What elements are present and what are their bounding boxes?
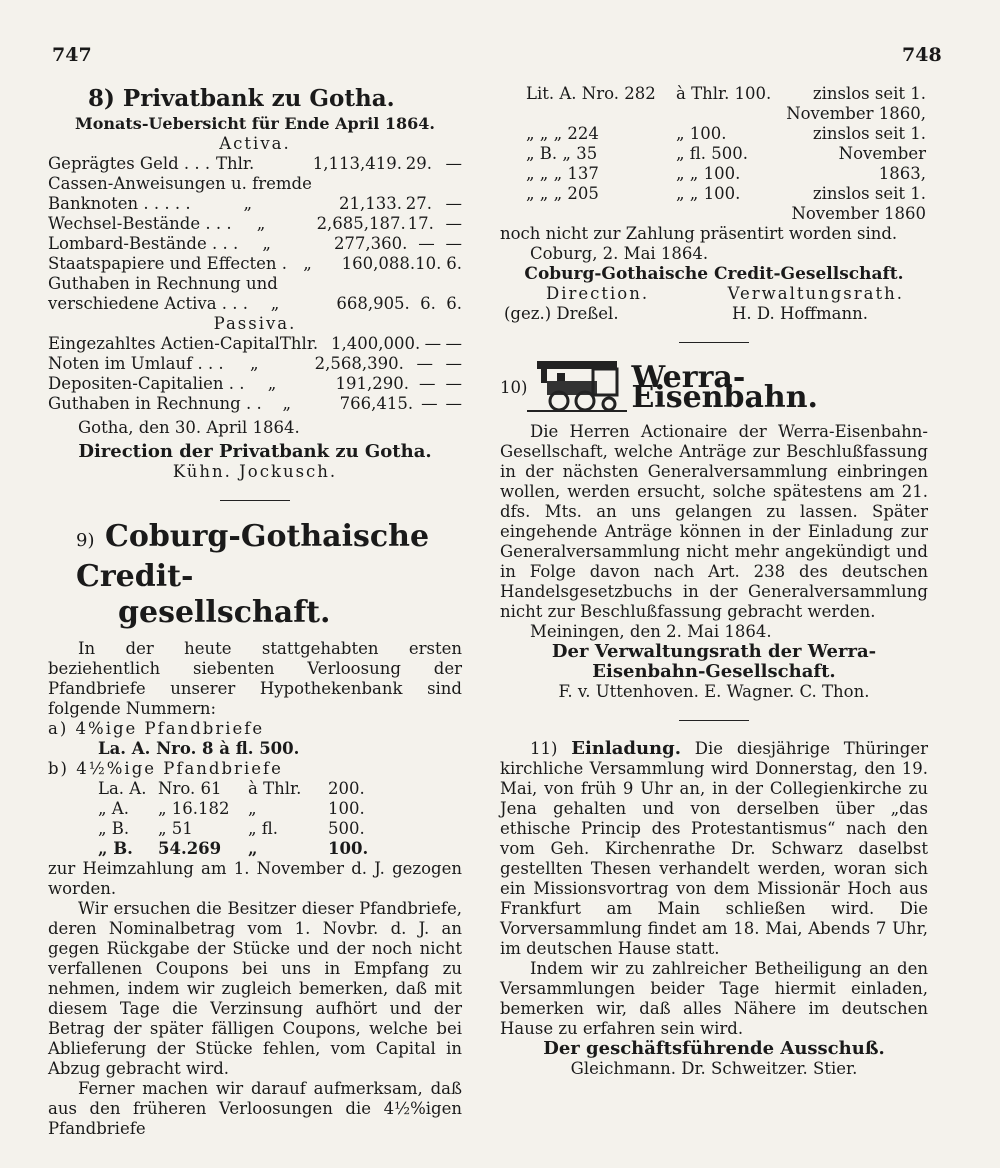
ledger-unit: „	[267, 374, 277, 393]
ledger-row	[48, 374, 462, 394]
pfandbrief-b-line	[48, 779, 462, 799]
section-9-paragraph-3: Ferner machen wir darauf aufmerksam, daß aus den früheren Verloosungen die 4½%igen Pfandbriefe	[48, 1079, 462, 1138]
lottery-field: Lit. A. Nro. 282	[526, 84, 656, 103]
lottery-field: „ fl. 500.	[676, 144, 749, 163]
ledger-groschen: 17.	[407, 214, 434, 233]
lottery-field	[526, 204, 676, 224]
ledger-pfennig: —	[445, 334, 463, 353]
ledger-label: Noten im Umlauf . . .	[48, 354, 224, 373]
section-title-line1: Coburg-Gothaische Credit-	[76, 519, 430, 594]
section-10-body: Die Herren Actionaire der Werra-Eisenbahn-Gesellschaft, welche Anträge zur Beschlußfassung in der nächsten Generalversammlung einbringen wollen, werden ersucht, solche spätestens am 21. dfs. Mts. an uns gelangen zu lassen. Später eingehende Anträge können in der Einladung zur Generalversammlung nicht mehr angekündigt und in Folge davon nach Art. 238 des deutschen Handelsgesetzbuchs in der Generalversammlung nicht zur Beschlußfassung gebracht werden.	[500, 422, 928, 621]
ledger-pfennig: —	[445, 214, 462, 233]
divider	[220, 500, 290, 501]
pfandbrief-field: à Thlr.	[248, 779, 302, 798]
lottery-line	[526, 144, 928, 164]
board-name: H. D. Hoffmann.	[731, 304, 868, 323]
section-9-paragraph-2: Wir ersuchen die Besitzer dieser Pfandbriefe, deren Nominalbetrag vom 1. Novbr. d. J. an gegen Rückgabe der Stücke und der noch nicht verfallenen Coupons bei uns in Empfang zu nehmen, indem wir zugleich bemerken, daß mit diesem Tage die Verzinsung aufhört und der Betrag der später fälligen Coupons, welche bei Ablieferung der Stücke fehlen, vom Capital in Abzug gebracht wird.	[48, 899, 462, 1078]
ledger-unit: Thlr.	[279, 334, 319, 353]
pfandbriefe-a-line: La. A. Nro. 8 à fl. 500.	[98, 739, 300, 758]
ledger-pfennig: 6.	[446, 294, 462, 313]
ledger-label: Geprägtes Geld . . .	[48, 154, 211, 173]
lottery-field: „ „ „ 205	[526, 184, 599, 203]
ledger-unit: „	[256, 214, 266, 233]
left-column	[48, 84, 462, 1139]
passiva-heading: Passiva.	[213, 314, 297, 333]
pfandbrief-field: „ A.	[98, 799, 129, 818]
page-number-right: 748	[902, 44, 942, 66]
ledger-unit: „	[303, 254, 312, 273]
coburg-signature: Coburg-Gothaische Credit-Gesellschaft.	[524, 264, 904, 284]
lottery-field: „ „ „ 137	[526, 164, 599, 183]
section-title-line2: gesellschaft.	[118, 595, 331, 630]
page-number-left: 747	[52, 44, 92, 66]
ledger-unit: „	[270, 294, 280, 313]
gotha-signature: Direction der Privatbank zu Gotha.	[78, 441, 432, 462]
lottery-line	[526, 164, 928, 184]
pfandbrief-b-line	[48, 839, 462, 859]
section-number: 8)	[88, 85, 115, 112]
ledger-pfennig: 6.	[446, 254, 462, 273]
locomotive-icon	[527, 357, 627, 418]
ledger-pfennig: —	[445, 234, 463, 253]
lottery-field	[526, 104, 676, 124]
lottery-field: „ „ „ 224	[526, 124, 599, 143]
pfandbriefe-a-heading: a) 4%ige Pfandbriefe	[48, 719, 265, 738]
pfandbrief-field: „ 16.182	[158, 799, 230, 818]
ledger-groschen: 10.	[415, 254, 442, 273]
ledger-pfennig: —	[445, 394, 462, 413]
ledger-amount: 668,905.	[336, 294, 410, 313]
pfandbrief-field: „ fl.	[248, 819, 279, 838]
section-title: Werra-Eisenbahn.	[631, 359, 818, 415]
ledger-row	[48, 154, 462, 174]
ledger-amount: 21,133.	[339, 194, 402, 213]
ledger-pfennig: —	[445, 154, 462, 173]
pfandbrief-field: 54.269	[158, 839, 222, 858]
coburg-date: Coburg, 2. Mai 1864.	[530, 244, 709, 263]
section-9-title	[48, 519, 462, 595]
section-9-after: zur Heimzahlung am 1. November d. J. gezogen worden.	[48, 859, 462, 898]
ledger-amount: 277,360.	[333, 234, 408, 253]
lottery-field: „ „ 100.	[676, 184, 741, 203]
lottery-line	[526, 104, 928, 124]
lottery-line	[526, 184, 928, 204]
lottery-field	[676, 204, 786, 224]
section-number: 10)	[500, 377, 528, 397]
pfandbrief-field: „	[248, 839, 258, 858]
lottery-field: November 1860,	[786, 104, 926, 123]
ledger-groschen: 29.	[405, 154, 432, 173]
direction-label: Direction.	[546, 284, 650, 303]
ledger-unit: „	[250, 354, 259, 373]
section-10-heading	[500, 357, 928, 418]
pfandbrief-field: „ B.	[98, 839, 133, 858]
continuation-end: noch nicht zur Zahlung präsentirt worden sind.	[500, 224, 898, 243]
signatory-labels	[500, 284, 928, 304]
ledger-label: Eingezahltes Actien-Capital	[48, 334, 280, 353]
pfandbrief-b-line	[48, 799, 462, 819]
ledger-groschen: —	[421, 394, 438, 413]
activa-table	[48, 154, 462, 314]
activa-heading: Activa.	[219, 134, 291, 153]
ledger-label: Staatspapiere und Effecten .	[48, 254, 287, 273]
ledger-unit: „	[262, 234, 271, 253]
lottery-field: à Thlr. 100.	[676, 84, 772, 103]
divider	[679, 720, 749, 721]
pfandbrief-b-line	[48, 819, 462, 839]
ledger-row	[48, 174, 462, 194]
section-title: Einladung.	[571, 738, 681, 759]
committee-signature: Der geschäftsführende Ausschuß.	[543, 1038, 885, 1059]
lottery-field: 1863,	[878, 164, 926, 183]
section-9-intro: In der heute stattgehabten ersten beziehentlich siebenten Verloosung der Pfandbriefe unserer Hypothekenbank sind folgende Nummern:	[48, 639, 462, 718]
pfandbrief-field: La. A.	[98, 779, 147, 798]
werra-names: F. v. Uttenhoven. E. Wagner. C. Thon.	[558, 682, 870, 701]
ledger-groschen: 27.	[405, 194, 432, 213]
signatory-names	[500, 304, 928, 324]
ledger-row	[48, 394, 462, 414]
ledger-groschen: 6.	[420, 294, 436, 313]
ledger-pfennig: —	[445, 374, 462, 393]
lottery-field: „ „ 100.	[676, 164, 741, 183]
section-11-body-1	[500, 739, 928, 959]
passiva-table	[48, 334, 462, 414]
ledger-unit: „	[243, 194, 252, 213]
pfandbrief-field: „ B.	[98, 819, 130, 838]
divider	[679, 342, 749, 343]
pfandbrief-field: „	[248, 799, 257, 818]
ledger-amount: 1,113,419.	[312, 154, 402, 173]
werra-signature-line2: Eisenbahn-Gesellschaft.	[592, 661, 836, 682]
committee-names: Gleichmann. Dr. Schweitzer. Stier.	[570, 1059, 858, 1078]
ledger-row	[48, 354, 462, 374]
lottery-field: November 1860	[791, 204, 926, 223]
lottery-continuation	[500, 84, 928, 224]
pfandbrief-field: 200.	[328, 779, 365, 798]
pfandbrief-field: 500.	[328, 819, 365, 838]
direction-name: (gez.) Dreßel.	[504, 304, 619, 323]
ledger-row	[48, 194, 462, 214]
gotha-names: Kühn. Jockusch.	[172, 462, 338, 481]
werra-signature-line1: Der Verwaltungsrath der Werra-	[551, 641, 877, 662]
section-11-text: Die diesjährige Thüringer kirchliche Versammlung wird Donnerstag, den 19. Mai, von früh 9 Uhr an, in der Collegienkirche zu Jena gehalten und von derselben über „das ethische Princip des Protestantismus“ nach den vom Geh. Kirchenrathe Dr. Schwarz daselbst gestellten Thesen verhandelt werden, woran sich ein Missionsvortrag von dem Missionär Hoch aus Frankfurt am Main schließen wird. Die Vorversammlung findet am 18. Mai, Abends 7 Uhr, im deutschen Hause statt.	[500, 739, 928, 958]
lottery-field: zinslos seit 1.	[812, 184, 926, 203]
gotha-date: Gotha, den 30. April 1864.	[78, 418, 300, 437]
ledger-label: verschiedene Activa . . .	[48, 294, 249, 313]
right-column	[500, 84, 928, 1079]
ledger-label: Guthaben in Rechnung . .	[48, 394, 262, 413]
lottery-field: „ 100.	[676, 124, 727, 143]
ledger-label: Guthaben in Rechnung und	[48, 274, 278, 293]
lottery-line	[526, 124, 928, 144]
ledger-row	[48, 234, 462, 254]
ledger-groschen: —	[418, 234, 435, 253]
section-title: Privatbank zu Gotha.	[122, 85, 395, 112]
lottery-field: „ B. „ 35	[526, 144, 598, 163]
ledger-label: Lombard-Bestände . . .	[48, 234, 239, 253]
ledger-row	[48, 294, 462, 314]
pfandbriefe-b-list	[48, 779, 462, 859]
ledger-row	[48, 254, 462, 274]
ledger-amount: 1,400,000.	[331, 334, 421, 353]
ledger-groschen: —	[418, 374, 436, 393]
ledger-groschen: —	[416, 354, 433, 373]
pfandbrief-field: 100.	[328, 799, 365, 818]
section-number: 9)	[76, 530, 95, 551]
ledger-groschen: —	[424, 334, 442, 353]
section-11-body-2: Indem wir zu zahlreicher Betheiligung an den Versammlungen beider Tage hiermit einladen, bemerken wir, daß alles Nähere im deutschen Hause zu erfahren sein wird.	[500, 959, 928, 1038]
ledger-label: Wechsel-Bestände . . .	[48, 214, 232, 233]
ledger-row	[48, 214, 462, 234]
ledger-amount: 2,685,187.	[316, 214, 406, 233]
pfandbrief-field: Nro. 61	[158, 779, 222, 798]
board-label: Verwaltungsrath.	[727, 284, 904, 303]
lottery-line	[526, 204, 928, 224]
lottery-field: zinslos seit 1.	[812, 84, 926, 103]
lottery-line	[526, 84, 928, 104]
ledger-unit: Thlr.	[216, 154, 255, 173]
ledger-amount: 191,290.	[335, 374, 409, 393]
section-8-heading	[48, 84, 462, 114]
pfandbrief-field: „ 51	[158, 819, 193, 838]
pfandbrief-field: 100.	[328, 839, 369, 858]
section-number: 11)	[530, 739, 558, 758]
section-subtitle: Monats-Uebersicht für Ende April 1864.	[75, 114, 435, 133]
lottery-field: November	[838, 144, 926, 163]
meiningen-date: Meiningen, den 2. Mai 1864.	[530, 622, 772, 641]
ledger-row	[48, 274, 462, 294]
lottery-field	[676, 104, 786, 124]
lottery-field: zinslos seit 1.	[812, 124, 926, 143]
ledger-label: Cassen-Anweisungen u. fremde	[48, 174, 312, 193]
ledger-row	[48, 334, 462, 354]
ledger-unit: „	[282, 394, 292, 413]
ledger-amount: 2,568,390.	[314, 354, 404, 373]
ledger-amount: 160,088.	[341, 254, 416, 273]
ledger-amount: 766,415.	[339, 394, 414, 413]
pfandbriefe-b-heading: b) 4½%ige Pfandbriefe	[48, 759, 283, 778]
ledger-pfennig: —	[445, 194, 462, 213]
ledger-label: Depositen-Capitalien . .	[48, 374, 245, 393]
ledger-label: Banknoten . . . . .	[48, 194, 191, 213]
ledger-pfennig: —	[445, 354, 462, 373]
